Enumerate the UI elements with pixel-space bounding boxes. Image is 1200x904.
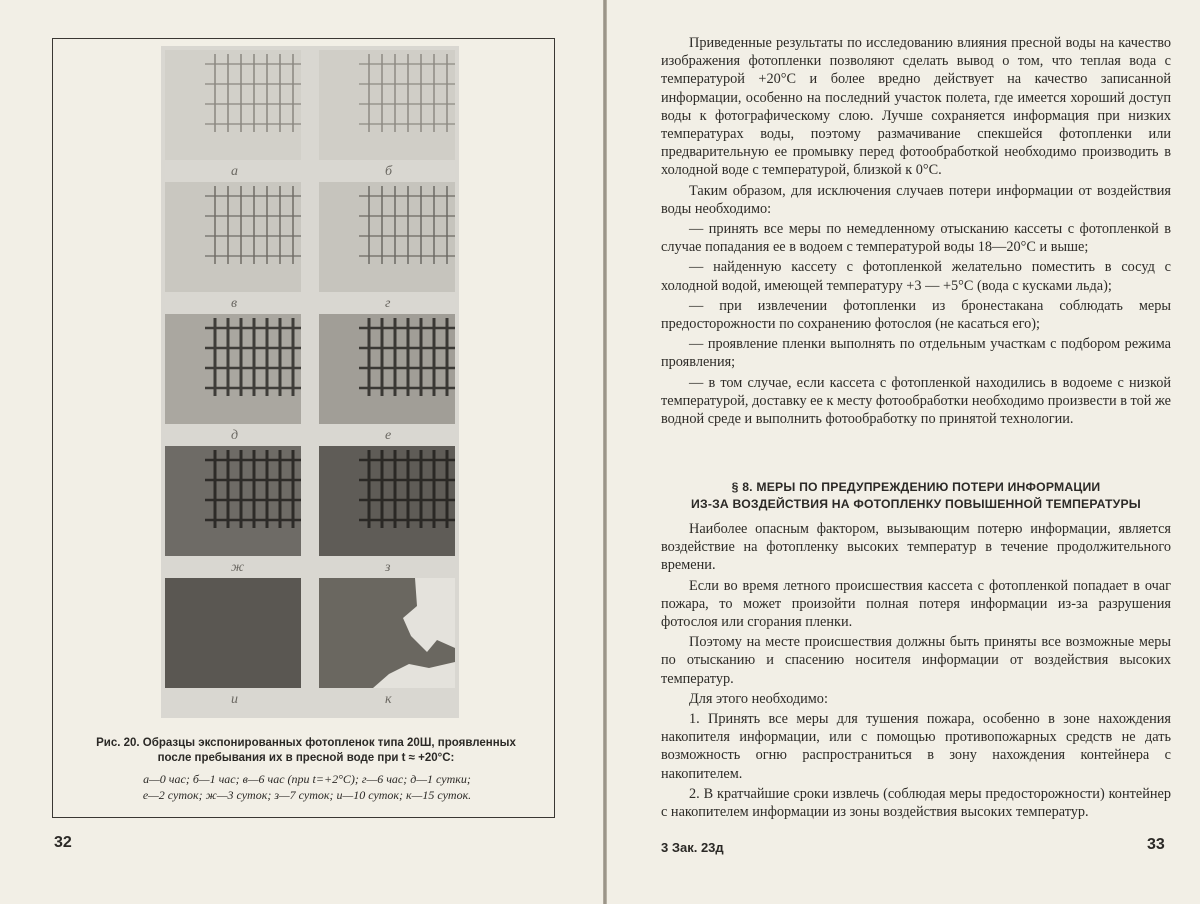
- list-item: — найденную кассету с фотопленкой желательно поместить в сосуд с холодной водой, имеющей температуру +3 — +5°С (вода с кусками льда);: [661, 259, 1171, 294]
- figure-legend: [72, 771, 542, 803]
- film-sample: [319, 578, 455, 688]
- list-item: — в том случае, если кассета с фотопленкой находились в водоеме с низкой температурой, доставку ее к месту фотообработки необходимо произвести в той же водной среде и выполнить фотообработку по принятой технологии.: [661, 374, 1171, 428]
- film-sample-letter: к: [385, 692, 392, 707]
- figure-photo-plate: [161, 46, 459, 718]
- film-sample-letter: б: [385, 164, 393, 179]
- body-text-bottom: [661, 520, 1171, 823]
- figure-caption: [74, 736, 538, 766]
- figure-legend-line1: а—0 час; б—1 час; в—6 час (при t=+2°С); г—6 час; д—1 сутки;: [143, 772, 471, 786]
- figure-caption-line2: после пребывания их в пресной воде при t ≈ +20°С:: [157, 752, 455, 764]
- film-sample: [319, 182, 455, 292]
- paragraph: Поэтому на месте происшествия должны быть приняты все возможные меры по отысканию и спасению носителя информации от воздействия высоких температур.: [661, 634, 1171, 687]
- footer-signature: 3 Зак. 23д: [661, 840, 724, 855]
- film-sample-letter: д: [231, 428, 239, 443]
- page-number-right: 33: [1147, 836, 1165, 853]
- list-item: — при извлечении фотопленки из бронестакана соблюдать меры предосторожности по сохранению фотослоя (не касаться его);: [661, 297, 1171, 333]
- film-sample-letter: в: [231, 296, 238, 311]
- film-sample: [319, 314, 455, 424]
- film-sample-letter: е: [385, 428, 392, 443]
- figure-caption-line1: Рис. 20. Образцы экспонированных фотопленок типа 20Ш, проявленных: [96, 737, 516, 749]
- section-heading: [661, 479, 1171, 513]
- paragraph: Таким образом, для исключения случаев потери информации от воздействия воды необходимо:: [661, 182, 1171, 217]
- section-heading-line2: ИЗ-ЗА ВОЗДЕЙСТВИЯ НА ФОТОПЛЕНКУ ПОВЫШЕННОЙ ТЕМПЕРАТУРЫ: [691, 497, 1141, 511]
- film-sample: [165, 446, 301, 556]
- film-sample-letter: з: [385, 560, 391, 575]
- list-item: — проявление пленки выполнять по отдельным участкам с подбором режима проявления;: [661, 336, 1171, 371]
- film-sample-letter: и: [231, 692, 238, 707]
- film-sample: [319, 446, 455, 556]
- film-sample-letter: ж: [231, 560, 245, 575]
- paragraph: Если во время летного происшествия кассета с фотопленкой попадает в очаг пожара, то может произойти полная потеря информации из-за разрушения фотослоя или сгорания пленки.: [661, 577, 1171, 631]
- film-sample-letter: а: [231, 164, 238, 179]
- film-sample: [165, 578, 301, 688]
- page-number-left: 32: [54, 834, 72, 851]
- film-sample-letter: г: [385, 296, 391, 311]
- numbered-item: 2. В кратчайшие сроки извлечь (соблюдая меры предосторожности) контейнер с накопителем информации из зоны воздействия высоких температур.: [661, 785, 1171, 821]
- section-heading-line1: § 8. МЕРЫ ПО ПРЕДУПРЕЖДЕНИЮ ПОТЕРИ ИНФОРМАЦИИ: [731, 480, 1101, 494]
- film-sample: [319, 50, 455, 160]
- film-sample: [165, 182, 301, 292]
- paragraph: Наиболее опасным фактором, вызывающим потерю информации, является воздействие на фотопленку высоких температур в течение продолжительного времени.: [661, 521, 1171, 574]
- figure-legend-line2: е—2 суток; ж—3 суток; з—7 суток; и—10 суток; к—15 суток.: [142, 788, 472, 802]
- numbered-item: 1. Принять все меры для тушения пожара, особенно в зоне нахождения накопителя информации, или с помощью противопожарных средств не дать возможность огню распространиться в зону нахождения контейнера с накопителем.: [661, 711, 1171, 782]
- paragraph: Для этого необходимо:: [689, 690, 828, 707]
- film-sample: [165, 50, 301, 160]
- paragraph: Приведенные результаты по исследованию влияния пресной воды на качество изображения фотопленки позволяют сделать вывод о том, что теплая вода с температурой +20°С и более вредно действует на качество записанной информации, особенно на последний участок полета, где имеется хороший доступ воды к фотографическому слою. Лучше сохраняется информация при низких температурах воды, поэтому размачивание спекшейся фотопленки или предварительную ее промывку перед фотообработкой необходимо производить в холодной воде с температурой, близкой к 0°С.: [661, 35, 1171, 179]
- list-item: — принять все меры по немедленному отысканию кассеты с фотопленкой в случае попадания ее в водоем с температурой воды 18—20°С и выше;: [661, 221, 1171, 256]
- film-sample: [165, 314, 301, 424]
- body-text-top: [661, 34, 1171, 428]
